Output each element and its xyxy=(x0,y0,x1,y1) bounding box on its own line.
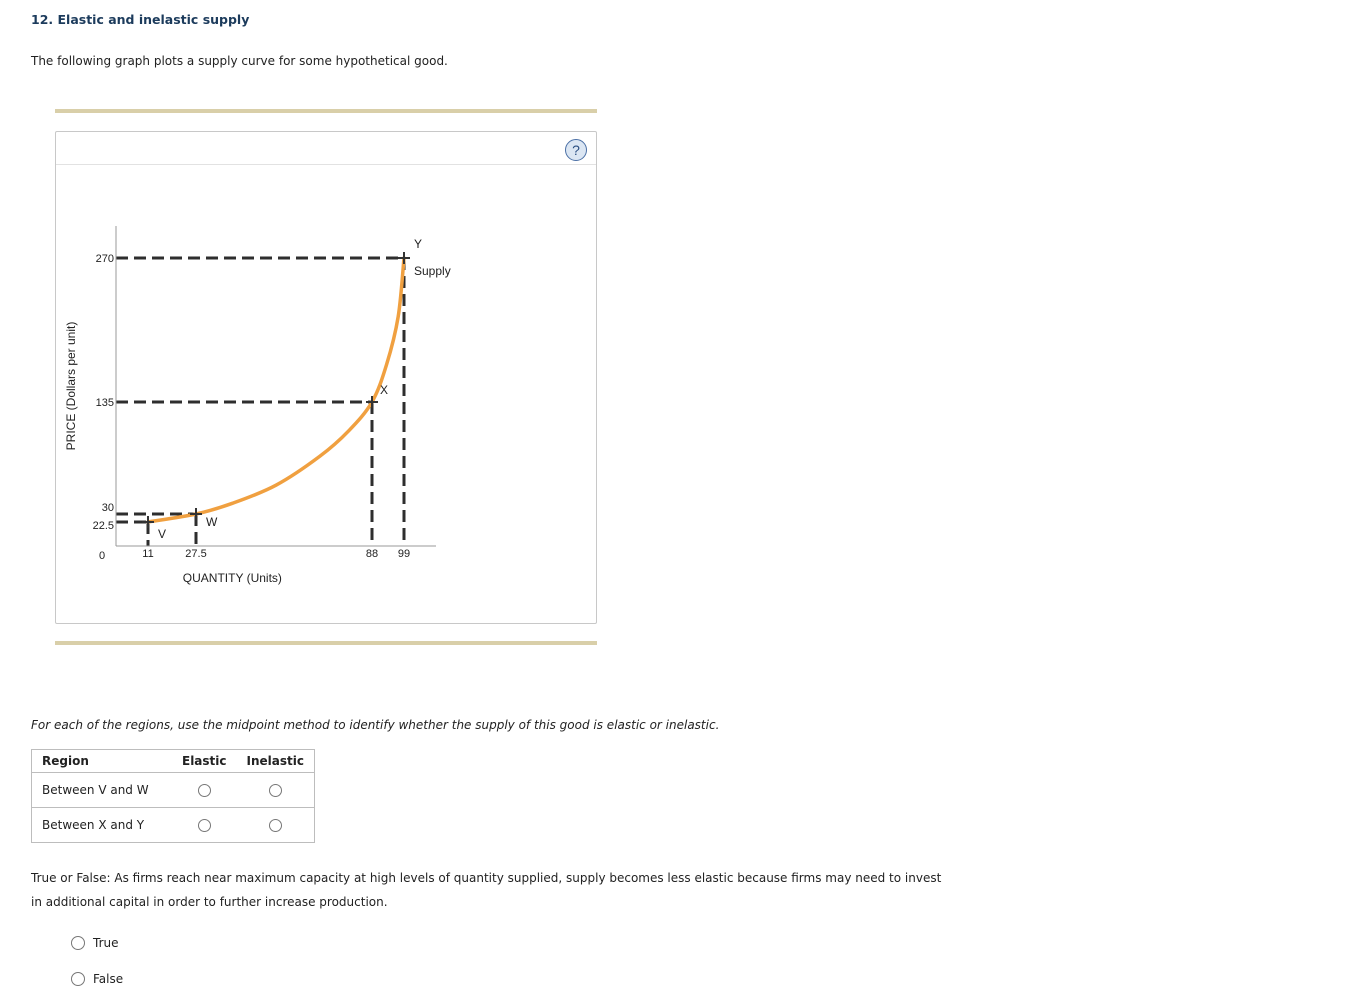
v-w-inelastic-radio[interactable] xyxy=(269,784,282,797)
supply-series-label: Supply xyxy=(414,264,451,278)
question-intro: The following graph plots a supply curve for some hypothetical good. xyxy=(31,54,448,68)
question-title: 12. Elastic and inelastic supply xyxy=(31,12,250,27)
region-label: Between X and Y xyxy=(32,808,173,843)
point-v-label: V xyxy=(158,527,167,541)
supply-chart xyxy=(56,132,596,623)
guide-lines xyxy=(116,258,404,546)
table-row xyxy=(32,773,315,808)
y-tick-label: 135 xyxy=(95,397,114,409)
y-tick-label: 22.5 xyxy=(92,520,114,532)
inelastic-cell xyxy=(237,773,315,808)
inelastic-cell xyxy=(237,808,315,843)
chart-labels xyxy=(64,237,451,585)
elastic-cell xyxy=(172,773,237,808)
x-tick-label: 88 xyxy=(365,548,379,560)
x-axis-title: QUANTITY (Units) xyxy=(182,571,282,585)
graph-panel xyxy=(55,131,597,624)
option-true-label: True xyxy=(93,936,119,950)
option-false-label: False xyxy=(93,972,124,986)
help-button[interactable]: ? xyxy=(565,139,587,161)
false-radio[interactable] xyxy=(71,972,85,986)
x-y-inelastic-radio[interactable] xyxy=(269,819,282,832)
x-y-elastic-radio[interactable] xyxy=(198,819,211,832)
y-tick-label: 30 xyxy=(101,502,114,514)
x-tick-label: 99 xyxy=(397,548,411,560)
region-label: Between V and W xyxy=(32,773,173,808)
table-row xyxy=(32,808,315,843)
option-true[interactable] xyxy=(71,936,119,950)
graph-bottom-rule xyxy=(55,641,597,645)
y-axis-title: PRICE (Dollars per unit) xyxy=(64,321,78,451)
true-radio[interactable] xyxy=(71,936,85,950)
origin-label: 0 xyxy=(98,550,106,562)
point-y-label: Y xyxy=(414,237,423,251)
header-inelastic: Inelastic xyxy=(237,750,315,773)
elasticity-table xyxy=(31,749,315,843)
x-tick-label: 11 xyxy=(142,548,154,560)
supply-curve-layer xyxy=(148,258,404,522)
option-false[interactable] xyxy=(71,972,123,986)
x-tick-label: 27.5 xyxy=(185,548,207,560)
point-w-label: W xyxy=(206,515,218,529)
point-x-label: X xyxy=(380,383,389,397)
table-header-row xyxy=(32,750,315,773)
elastic-cell xyxy=(172,808,237,843)
supply-curve xyxy=(148,258,404,522)
v-w-elastic-radio[interactable] xyxy=(198,784,211,797)
header-elastic: Elastic xyxy=(172,750,237,773)
graph-top-rule xyxy=(55,109,597,113)
instructions: For each of the regions, use the midpoint method to identify whether the supply of this good is elastic or inelastic. xyxy=(31,718,720,732)
header-region: Region xyxy=(32,750,173,773)
true-false-question: True or False: As firms reach near maximum capacity at high levels of quantity supplied, supply becomes less elastic because firms may need to invest in additional capital in order to further increase production. xyxy=(31,871,942,909)
y-tick-label: 270 xyxy=(95,253,114,265)
